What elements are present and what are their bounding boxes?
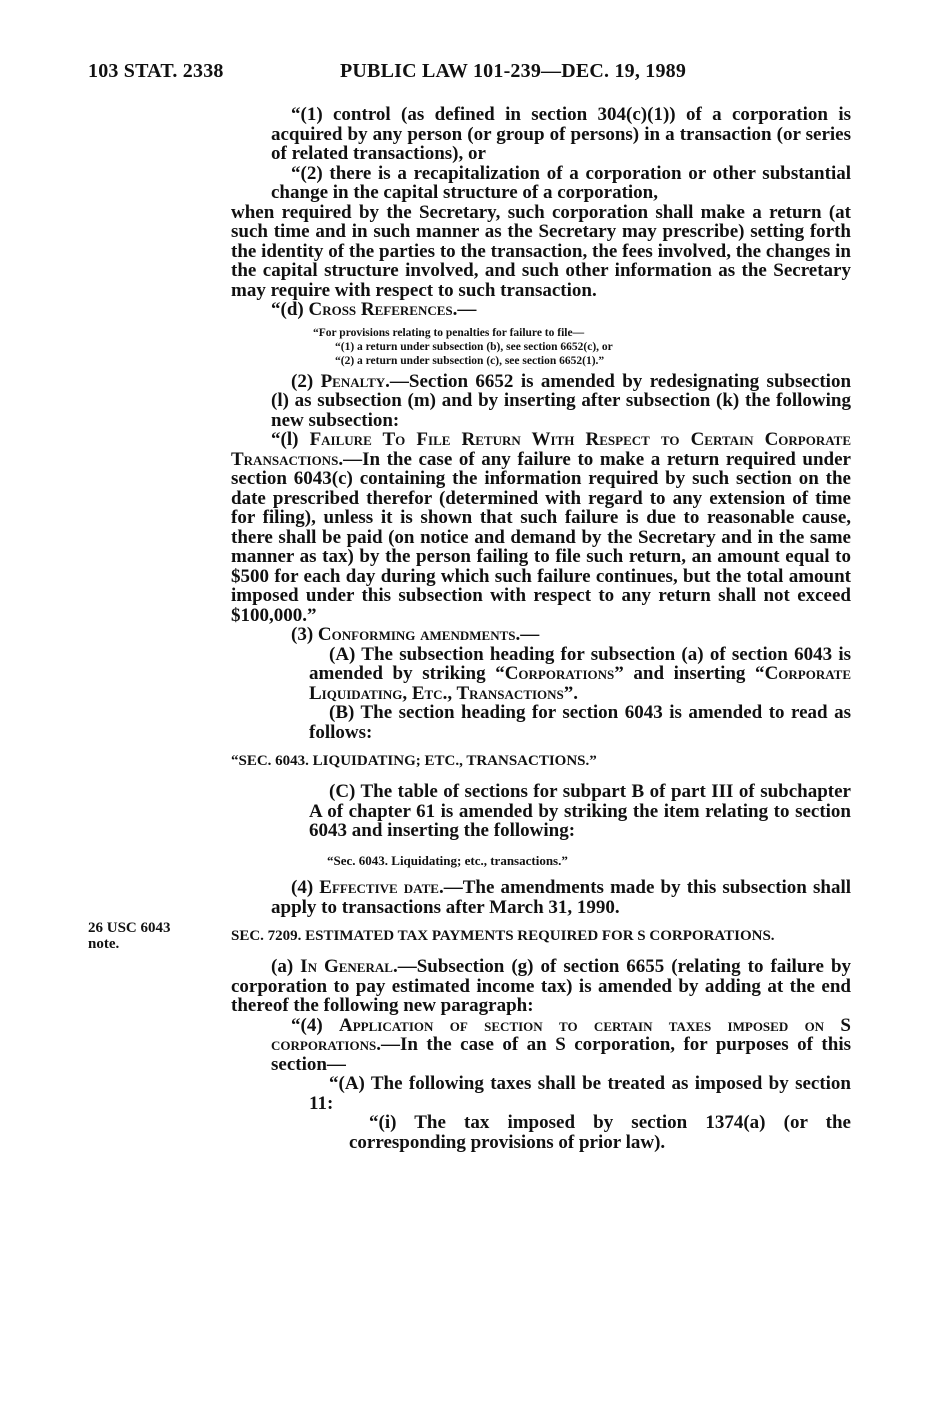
application-text: .—In the case of an S corporation, for purposes of this section—: [271, 1034, 851, 1075]
subsection-l-number: “(l): [271, 429, 310, 450]
cross-reference-item-1: “(1) a return under subsection (b), see section 6652(c), or: [335, 340, 613, 353]
margin-note-citation: 26 USC 6043: [88, 920, 171, 936]
paragraph-4-effective-date: [231, 878, 851, 917]
penalty-text: .—Section 6652 is amended by redesignating subsection (l) as subsection (m) and by inserting after subsection (k) the following new subsection:: [271, 370, 852, 431]
application-heading: Application of section to certain taxes imposed on S corporations: [271, 1014, 851, 1055]
clause-i-tax-1374: “(i) The tax imposed by section 1374(a) (or the corresponding provisions of prior law).: [349, 1112, 851, 1153]
conforming-heading: Conforming amendments: [317, 624, 516, 645]
subsection-l-text: .—In the case of any failure to make a return required under section 6043(c) containing the information required by such section on the date prescribed therefor (determined with regard to any extension of time for filing), unless it is shown that such failure is due to reasonable cause, there shall be paid (on notice and demand by the Secretary and in the same manner as tax) by the person failing to file such return, an amount equal to $500 for each day during which such failure continues, but the total amount imposed under this subsection with respect to any return shall not exceed $100,000.”: [231, 448, 851, 626]
penalty-number: (2): [291, 370, 321, 392]
subparagraph-c: (C) The table of sections for subpart B of part III of subchapter A of chapter 61 is amended by striking the item relating to section 6043 and inserting the following:: [309, 781, 851, 841]
subsection-d-dash: .—: [452, 299, 477, 320]
page-body: [231, 105, 851, 1152]
subsection-l-heading: Failure To File Return With Respect to Certain Corporate Transactions: [231, 429, 851, 470]
subsection-l-failure-to-file: [231, 430, 851, 625]
page-stat-citation: 103 STAT. 2338: [88, 60, 224, 82]
subsection-d-title: Cross References: [308, 299, 453, 320]
cross-reference-intro: “For provisions relating to penalties for failure to file—: [313, 326, 585, 339]
cross-reference-item-2: “(2) a return under subsection (c), see section 6652(1).”: [335, 354, 605, 367]
conforming-number: (3): [291, 624, 318, 645]
penalty-heading: Penalty: [320, 370, 386, 392]
subparagraph-a-struck-term: Corporations: [504, 663, 615, 684]
subparagraph-a: [231, 645, 851, 704]
paragraph-1-control: “(1) control (as defined in section 304(c)(1)) of a corporation is acquired by any person (or group of persons) in a transaction (or series of related transactions), or: [271, 104, 851, 164]
in-general-heading: In General: [300, 956, 393, 977]
in-general-number: (a): [271, 956, 301, 977]
paragraph-2-penalty: [231, 372, 851, 431]
in-general-text: .—Subsection (g) of section 6655 (relating to failure by corporation to pay estimated income tax) is amended by adding at the end thereof the following new paragraph:: [231, 956, 852, 1016]
cross-reference-note: [231, 326, 851, 368]
effective-date-text: .—The amendments made by this subsection shall apply to transactions after March 31, 1990.: [271, 877, 852, 918]
subsection-a-in-general: [231, 957, 851, 1016]
section-6043-table-entry: “Sec. 6043. Liquidating; etc., transactions.”: [327, 852, 568, 868]
subparagraph-A-taxes: “(A) The following taxes shall be treated as imposed by section 11:: [309, 1073, 851, 1114]
subparagraph-a-text-2: ” and inserting “: [614, 663, 765, 684]
subsection-d-number: “(d): [271, 299, 309, 320]
section-6043-heading: “SEC. 6043. LIQUIDATING; ETC., TRANSACTIONS.”: [231, 753, 597, 769]
paragraph-3-conforming: [231, 625, 851, 645]
subparagraph-a-text-3: ”.: [563, 682, 579, 704]
page-law-header: PUBLIC LAW 101-239—DEC. 19, 1989: [340, 60, 687, 82]
paragraph-return-requirement: when required by the Secretary, such corporation shall make a return (at such time and in such manner as the Secretary may prescribe) setting forth the identity of the parties to the transaction, the fees involved, the changes in the capital structure involved, and such other information as the Secretary may require with respect to such transaction.: [231, 201, 851, 301]
margin-note: [88, 920, 198, 952]
application-number: “(4): [291, 1014, 340, 1036]
margin-note-label: note.: [88, 936, 120, 952]
section-7209-heading: SEC. 7209. ESTIMATED TAX PAYMENTS REQUIRED FOR S CORPORATIONS.: [231, 928, 775, 944]
subsection-d-heading: [231, 300, 851, 320]
paragraph-2-recapitalization: “(2) there is a recapitalization of a corporation or other substantial change in the capital structure of a corporation,: [271, 162, 851, 203]
conforming-dash: .—: [515, 624, 540, 645]
effective-date-number: (4): [291, 877, 320, 898]
subparagraph-a-text-1: (A) The subsection heading for subsection (a) of section 6043 is amended by striking “: [309, 643, 851, 684]
subparagraph-a-inserted-term: Corporate Liquidating, Etc., Transactions: [309, 663, 851, 704]
paragraph-4-application: [231, 1016, 851, 1075]
effective-date-heading: Effective date: [319, 877, 439, 898]
subparagraph-b: (B) The section heading for section 6043 is amended to read as follows:: [309, 702, 851, 743]
